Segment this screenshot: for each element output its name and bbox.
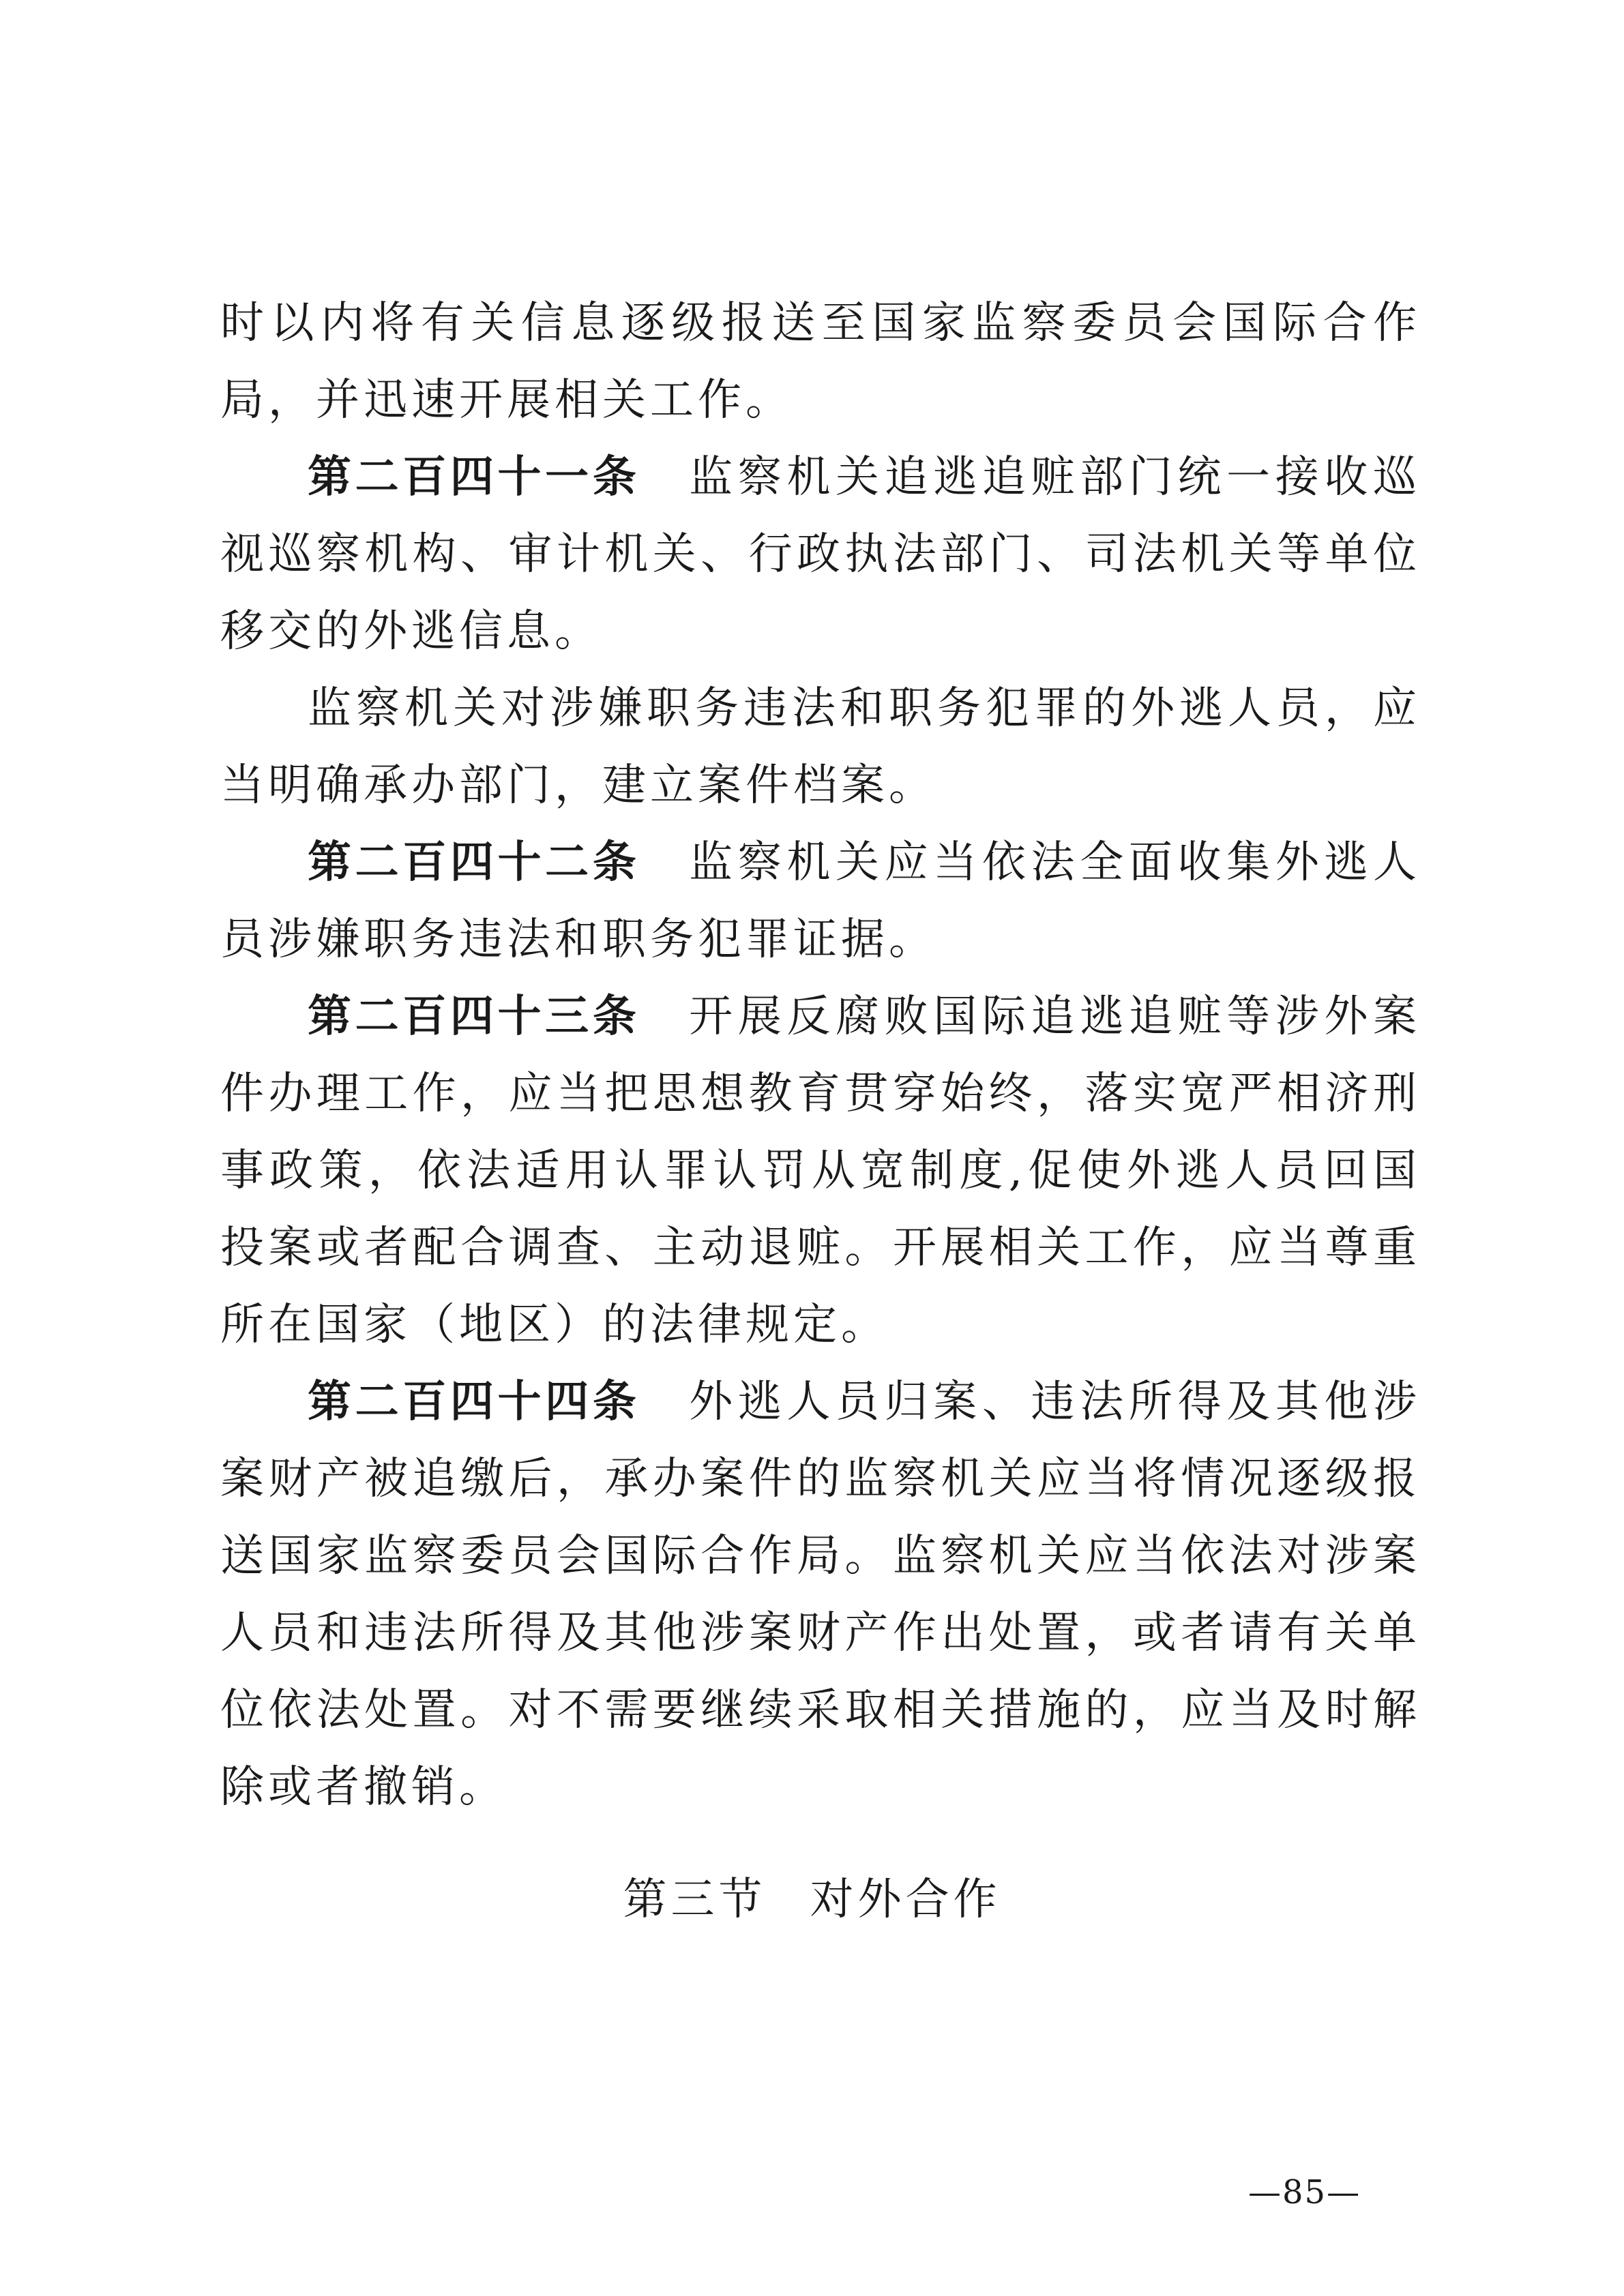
article-heading: 第二百四十一条 xyxy=(308,452,640,503)
article-heading: 第二百四十四条 xyxy=(308,1377,640,1427)
article-heading: 第二百四十三条 xyxy=(308,992,640,1042)
section-number: 第三节 xyxy=(623,1875,767,1925)
article-text: 外逃人员归案、违法所得及其他涉案财产被追缴后，承办案件的监察机关应当将情况逐级报送国家监察委员会国际合作局。监察机关应当依法对涉案人员和违法所得及其他涉案财产作出处置，或者请有关单位依法处置。对不需要继续采取相关措施的，应当及时解除或者撤销。 xyxy=(220,1377,1421,1813)
article-242 xyxy=(220,824,1421,979)
article-heading: 第二百四十二条 xyxy=(308,837,640,888)
article-243 xyxy=(220,979,1421,1364)
article-text: 监察机关应当依法全面收集外逃人员涉嫌职务违法和职务犯罪证据。 xyxy=(220,837,1421,965)
article-241 xyxy=(220,439,1421,670)
article-text: 监察机关追逃追赃部门统一接收巡视巡察机构、审计机关、行政执法部门、司法机关等单位移交的外逃信息。 xyxy=(220,452,1421,657)
paragraph-text: 时以内将有关信息逐级报送至国家监察委员会国际合作局，并迅速开展相关工作。 xyxy=(220,298,1421,426)
body-text xyxy=(220,285,1421,1826)
article-241-paragraph-2 xyxy=(220,670,1421,824)
section-title xyxy=(0,1862,1624,1939)
paragraph-text: 监察机关对涉嫌职务违法和职务犯罪的外逃人员，应当明确承办部门，建立案件档案。 xyxy=(220,683,1421,811)
article-244 xyxy=(220,1364,1421,1826)
paragraph-continued xyxy=(220,285,1421,439)
page-number: —85— xyxy=(1248,2173,1361,2211)
section-name: 对外合作 xyxy=(810,1875,1001,1925)
article-text: 开展反腐败国际追逃追赃等涉外案件办理工作，应当把思想教育贯穿始终，落实宽严相济刑事政策，依法适用认罪认罚从宽制度,促使外逃人员回国投案或者配合调查、主动退赃。开展相关工作，应当尊重所在国家（地区）的法律规定。 xyxy=(220,992,1421,1350)
